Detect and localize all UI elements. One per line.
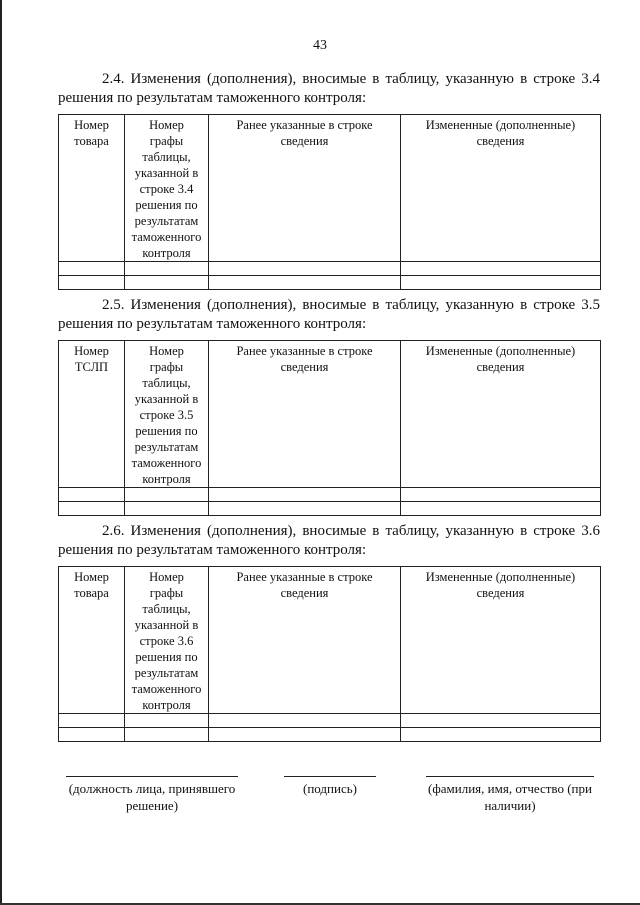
changes-table-3-6 <box>58 566 601 742</box>
col-previous-info: Ранее указанные в строке сведения <box>209 341 401 488</box>
col-previous-info: Ранее указанные в строке сведения <box>209 567 401 714</box>
table-header-row <box>59 341 601 488</box>
signature-sign-block <box>284 776 376 797</box>
col-changed-info: Измененные (дополненные) сведения <box>401 115 601 262</box>
signature-line[interactable] <box>66 776 238 777</box>
col-field-number: Номер графы таблицы, указанной в строке 3.4 решения по результатам таможенного контроля <box>125 115 209 262</box>
table-row <box>59 276 601 290</box>
col-field-number: Номер графы таблицы, указанной в строке 3.6 решения по результатам таможенного контроля <box>125 567 209 714</box>
signature-sign-caption: (подпись) <box>303 781 357 796</box>
col-changed-info: Измененные (дополненные) сведения <box>401 567 601 714</box>
col-item-number: Номер товара <box>59 567 125 714</box>
col-changed-info: Измененные (дополненные) сведения <box>401 341 601 488</box>
col-item-number: Номер товара <box>59 115 125 262</box>
changes-table-3-5 <box>58 340 601 516</box>
signature-name-block <box>426 776 594 814</box>
signature-position-block <box>66 776 238 814</box>
signature-name-caption: (фамилия, имя, отчество (при наличии) <box>428 781 592 813</box>
table-row <box>59 488 601 502</box>
signature-position-caption: (должность лица, принявшего решение) <box>68 781 236 813</box>
table-row <box>59 714 601 728</box>
table-header-row <box>59 115 601 262</box>
section-2-4 <box>58 70 600 290</box>
signature-line[interactable] <box>426 776 594 777</box>
section-2-5 <box>58 296 600 516</box>
page-edge-left <box>0 0 2 905</box>
table-header-row <box>59 567 601 714</box>
section-heading: 2.6. Изменения (дополнения), вносимые в таблицу, указанную в строке 3.6 решения по результатам таможенного контроля: <box>58 523 600 558</box>
page-number: 43 <box>313 38 327 53</box>
col-tslp-number: Номер ТСЛП <box>59 341 125 488</box>
col-field-number: Номер графы таблицы, указанной в строке 3.5 решения по результатам таможенного контроля <box>125 341 209 488</box>
section-2-6 <box>58 522 600 742</box>
table-row <box>59 728 601 742</box>
section-heading: 2.4. Изменения (дополнения), вносимые в таблицу, указанную в строке 3.4 решения по результатам таможенного контроля: <box>58 71 600 106</box>
signature-line[interactable] <box>284 776 376 777</box>
table-row <box>59 262 601 276</box>
section-heading: 2.5. Изменения (дополнения), вносимые в таблицу, указанную в строке 3.5 решения по результатам таможенного контроля: <box>58 297 600 332</box>
changes-table-3-4 <box>58 114 601 290</box>
table-row <box>59 502 601 516</box>
col-previous-info: Ранее указанные в строке сведения <box>209 115 401 262</box>
